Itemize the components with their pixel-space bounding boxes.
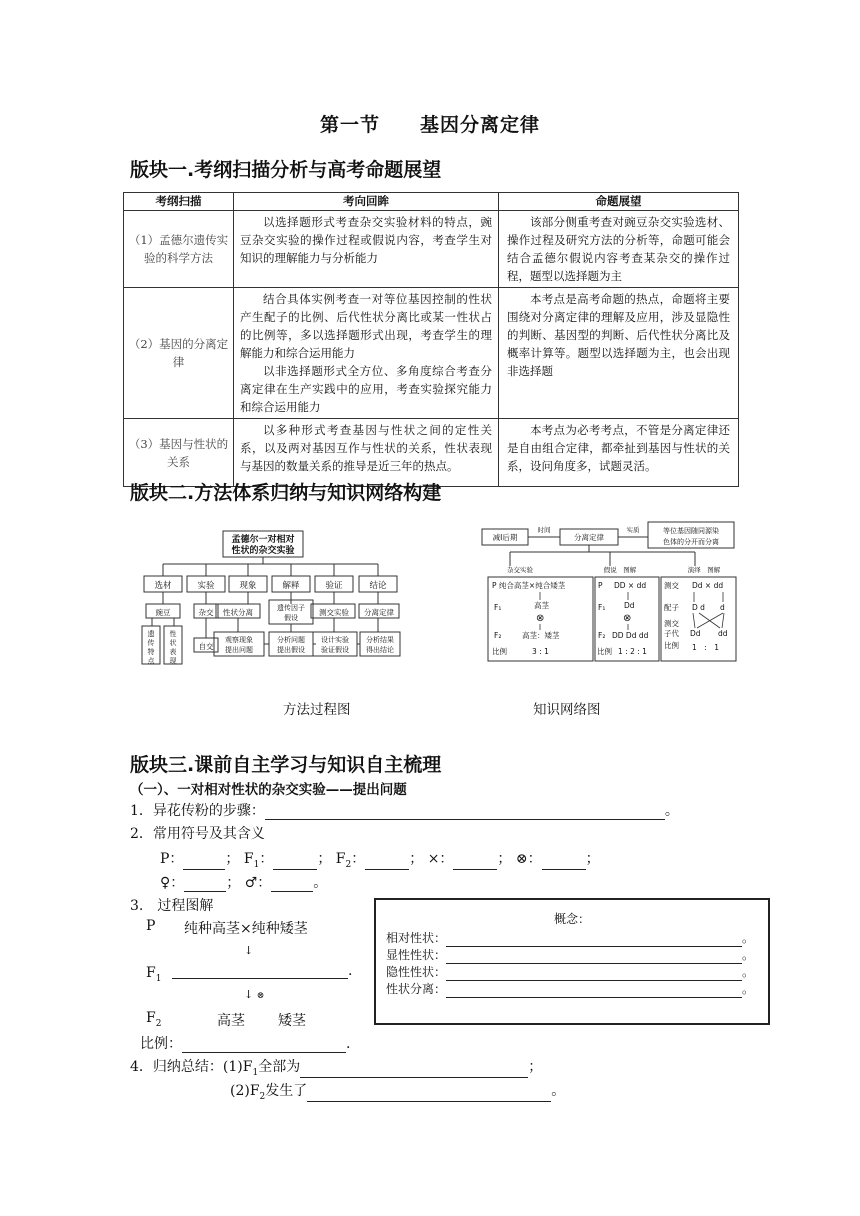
network-label: 演绎 图解 xyxy=(687,566,721,574)
method-step-label: 解释 xyxy=(282,581,300,591)
svg-text:F₁: F₁ xyxy=(598,603,606,612)
svg-text:子代: 子代 xyxy=(664,629,679,638)
process-F2: $F_2$ xyxy=(146,1010,162,1029)
p2-F2v: DD Dd dd xyxy=(612,631,649,640)
question-1: 1．异花传粉的步骤： 。 xyxy=(130,803,679,819)
table-header: 命题展望 xyxy=(499,193,739,211)
down-arrow-icon: ↓ xyxy=(244,944,254,957)
p1-F2v: 高茎：矮茎 xyxy=(522,631,560,640)
down-arrow-icon: ↓ ⊗ xyxy=(244,988,265,1001)
svg-text:表: 表 xyxy=(169,648,177,656)
method-step-label: 验证 xyxy=(325,581,343,591)
process-short: 矮茎 xyxy=(278,1013,306,1029)
table-row xyxy=(124,288,739,419)
svg-text:1 : 1: 1 : 1 xyxy=(692,643,720,652)
svg-text:d: d xyxy=(720,603,725,612)
symbols-row-2: ♀： ； ♂： 。 xyxy=(160,875,328,891)
method-process-diagram xyxy=(138,530,408,665)
question-2: 2．常用符号及其含义 xyxy=(130,826,265,842)
table-cell-outlook: 本考点为必考考点，不管是分离定律还是自由组合定律，都牵扯到基因与性状的关系，设问角度多，试题灵活。 xyxy=(499,419,739,487)
blank-line[interactable] xyxy=(300,1064,528,1078)
process-P: P xyxy=(146,918,156,934)
method-step-label: 选材 xyxy=(154,581,172,591)
page-title: 第一节 基因分离定律 xyxy=(319,114,540,136)
p2-Pv: DD × dd xyxy=(614,581,647,590)
question-3: 3. 过程图解 xyxy=(130,898,214,914)
network-label: 杂交实验 xyxy=(507,566,533,574)
table-cell-review: 以选择题形式考查杂交实验材料的特点，豌豆杂交实验的操作过程或假说内容，考查学生对知识的理解能力与分析能力 xyxy=(234,211,499,288)
p1-ratio-label: 比例 xyxy=(492,647,507,656)
method-item: 分析问题 xyxy=(277,636,305,644)
svg-text:⊗: ⊗ xyxy=(623,613,632,624)
method-root-line1: 孟德尔一对相对 xyxy=(231,535,295,545)
p1-F1: F₁ xyxy=(494,603,502,612)
section3-heading: 版块三.课前自主学习与知识自主梳理 xyxy=(130,754,442,776)
blank-line[interactable] xyxy=(446,935,742,947)
svg-text:D d: D d xyxy=(692,603,705,612)
svg-text:色体的分开而分离: 色体的分开而分离 xyxy=(663,538,719,546)
method-root-line2: 性状的杂交实验 xyxy=(231,546,295,556)
svg-text:⊗: ⊗ xyxy=(536,613,545,624)
network-right: 等位基因随同源染 xyxy=(663,527,719,535)
method-step-boxes xyxy=(144,576,397,592)
svg-text:验证假设: 验证假设 xyxy=(321,646,349,654)
method-item: 观察现象 xyxy=(225,636,253,644)
svg-text:提出假设: 提出假设 xyxy=(277,646,305,654)
process-F1-blank: . xyxy=(172,963,352,979)
method-item: 设计实验 xyxy=(321,636,349,644)
p3-av: Dd × dd xyxy=(692,581,724,590)
p1-F1v: 高茎 xyxy=(534,601,549,610)
concept-item: 相对性状： 。 xyxy=(386,931,755,945)
method-item: 遗 xyxy=(147,630,155,638)
method-item: 分析结果 xyxy=(366,636,394,644)
concept-title: 概念： xyxy=(553,912,590,926)
subsection-heading: （一）、一对相对性状的杂交实验——提出问题 xyxy=(130,782,407,798)
blank-line[interactable] xyxy=(271,878,313,892)
concept-list xyxy=(386,930,754,998)
table-cell-topic: （3）基因与性状的关系 xyxy=(124,419,234,487)
method-item: 豌豆 xyxy=(155,608,171,617)
p1-ratio: 3 : 1 xyxy=(532,647,549,656)
method-step-connectors xyxy=(163,564,378,576)
blank-line[interactable] xyxy=(273,856,317,870)
network-label: 假说 图解 xyxy=(603,566,637,574)
table-row xyxy=(124,211,739,288)
process-F1: $F_1$ xyxy=(146,965,162,984)
svg-text:测交: 测交 xyxy=(664,581,679,590)
blank-line[interactable] xyxy=(172,965,348,979)
question-4a: 4．归纳总结：$(1)F_1$全部为 ； xyxy=(130,1059,543,1078)
svg-text:特: 特 xyxy=(147,648,155,656)
svg-text:Dd: Dd xyxy=(690,629,701,638)
method-item: 分离定律 xyxy=(364,608,394,617)
process-cross: 纯种高茎×纯种矮茎 xyxy=(184,921,308,937)
concept-item: 性状分离： 。 xyxy=(386,982,755,996)
p1-P: P 纯合高茎×纯合矮茎 xyxy=(492,581,566,590)
blank-line[interactable] xyxy=(184,878,226,892)
svg-text:dd: dd xyxy=(718,629,728,638)
method-item: 测交实验 xyxy=(319,608,349,617)
svg-text:状: 状 xyxy=(169,639,177,647)
process-ratio: 比例： . xyxy=(140,1036,351,1052)
process-tall: 高茎 xyxy=(217,1013,245,1029)
concept-item: 隐性性状： 。 xyxy=(386,965,755,979)
svg-text:现: 现 xyxy=(169,657,177,665)
p2-ratio: 1 : 2 : 1 xyxy=(618,647,647,656)
table-cell-review: 以多种形式考查基因与性状之间的定性关系，以及两对基因互作与性状的关系，性状表现与基因的数量关系的推导是近三年的热点。 xyxy=(234,419,499,487)
blank-line[interactable] xyxy=(183,856,225,870)
blank-line[interactable] xyxy=(182,1039,346,1053)
network-caption: 知识网络图 xyxy=(533,702,601,718)
table-header: 考向回眸 xyxy=(234,193,499,211)
exam-table xyxy=(123,192,739,487)
table-header: 考纲扫描 xyxy=(124,193,234,211)
blank-line[interactable] xyxy=(265,806,665,820)
section2-heading: 版块二.方法体系归纳与知识网络构建 xyxy=(130,482,442,504)
method-item: 自交 xyxy=(198,642,214,651)
method-item: 遗传因子 xyxy=(277,604,305,612)
svg-text:传: 传 xyxy=(147,639,155,647)
method-step-label: 现象 xyxy=(239,581,257,591)
svg-text:得出结论: 得出结论 xyxy=(366,646,394,654)
table-cell-review: 结合具体实例考查一对等位基因控制的性状产生配子的比例、后代性状分离比或某一性状占的比例等，多以选择题形式出现，考查学生的理解能力和综合运用能力 以非选择题形式全方位、多角度综合考查分离定律在生产实践中的应用，考查实验探究能力和综合运用能力 xyxy=(234,288,499,419)
concept-item: 显性性状： 。 xyxy=(386,948,755,962)
network-center: 分离定律 xyxy=(574,533,604,542)
table-cell-outlook: 该部分侧重考查对豌豆杂交实验选材、操作过程及研究方法的分析等，命题可能会结合孟德尔假说内容考查某杂交的操作过程，题型以选择题为主 xyxy=(499,211,739,288)
blank-line[interactable] xyxy=(446,986,742,998)
blank-line[interactable] xyxy=(365,856,409,870)
method-step-label: 实验 xyxy=(197,581,215,591)
method-step-label: 结论 xyxy=(369,581,387,591)
network-time-label: 时间 xyxy=(537,526,551,534)
table-cell-topic: （1）孟德尔遗传实验的科学方法 xyxy=(124,211,234,288)
table-header-row xyxy=(124,193,739,211)
svg-text:配子: 配子 xyxy=(664,603,679,612)
svg-text:P: P xyxy=(598,581,603,590)
svg-text:F₂: F₂ xyxy=(598,631,606,640)
table-row xyxy=(124,419,739,487)
question-4b: $(2)F_2$发生了 。 xyxy=(230,1083,566,1102)
p1-F2: F₂ xyxy=(494,631,502,640)
blank-line[interactable] xyxy=(446,952,742,964)
table-cell-topic: （2）基因的分离定律 xyxy=(124,288,234,419)
p2-F1v: Dd xyxy=(624,601,635,610)
section1-heading: 版块一.考纲扫描分析与高考命题展望 xyxy=(130,159,442,181)
method-item: 假设 xyxy=(284,614,298,622)
svg-text:点: 点 xyxy=(147,657,155,665)
method-caption: 方法过程图 xyxy=(283,702,351,718)
network-essence-label: 实质 xyxy=(626,526,640,534)
method-item: 杂交 xyxy=(198,608,214,617)
svg-text:比例: 比例 xyxy=(664,641,679,650)
blank-line[interactable] xyxy=(307,1088,551,1102)
svg-text:比例: 比例 xyxy=(597,647,612,656)
knowledge-network-diagram xyxy=(480,520,738,665)
concept-box xyxy=(374,898,770,1025)
blank-line[interactable] xyxy=(446,969,742,981)
svg-text:测交: 测交 xyxy=(664,619,679,628)
svg-text:提出问题: 提出问题 xyxy=(225,646,253,654)
network-left: 减Ⅰ后期 xyxy=(492,533,518,542)
table-cell-outlook: 本考点是高考命题的热点，命题将主要围绕对分离定律的理解及应用，涉及显隐性的判断、基因型的判断、后代性状分离比及概率计算等。题型以选择题为主，也会出现非选择题 xyxy=(499,288,739,419)
method-item: 性 xyxy=(169,630,177,638)
symbols-row-1: P： ； $F_1$： ； $F_2$： ； ×： ； ⊗： ； xyxy=(160,851,600,870)
method-item: 性状分离 xyxy=(223,608,253,617)
blank-line[interactable] xyxy=(542,856,586,870)
blank-line[interactable] xyxy=(453,856,497,870)
